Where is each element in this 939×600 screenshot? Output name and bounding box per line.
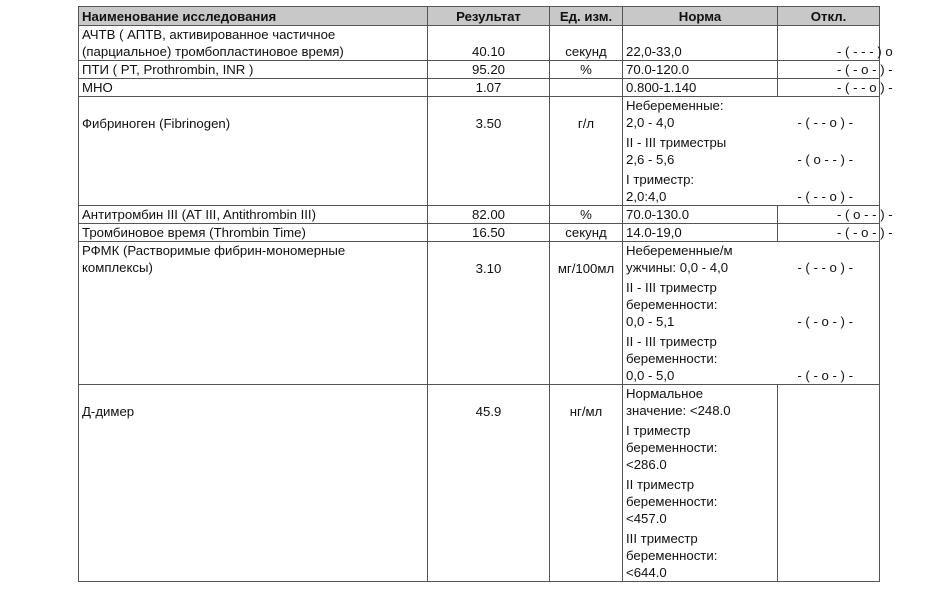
test-unit [550,79,623,97]
norm-label: Небеременные: [626,98,724,113]
test-result: 3.10 [428,242,550,385]
test-name [79,26,428,61]
deviation-indicator: - ( - - - ) o [837,44,893,59]
norm-value: ужчины: 0,0 - 4,0 [626,260,729,275]
test-unit: нг/мл [550,385,623,582]
test-result: 95.20 [428,61,550,79]
deviation-indicator: - ( - o - ) - [797,314,853,329]
norm-value: 22,0-33,0 [626,44,682,59]
norm-value: <457.0 [626,511,667,526]
header-name: Наименование исследования [79,7,428,26]
table-row [79,224,880,242]
test-norm [623,26,778,61]
header-result: Результат [428,7,550,26]
test-norm: 70.0-130.0 [623,206,778,224]
deviation-indicator: - ( - o - ) - [837,62,893,77]
test-name: Фибриноген (Fibrinogen) [79,97,428,206]
test-deviation [778,61,893,79]
table-row [79,61,880,79]
norm-value: <286.0 [626,457,667,472]
test-name: Тромбиновое время (Thrombin Time) [79,224,428,242]
deviation-indicator: - ( - - o ) - [797,189,853,204]
unit-value: секунд [565,44,607,59]
test-result: 82.00 [428,206,550,224]
test-unit: % [550,61,623,79]
norm-label: Нормальное [626,386,704,401]
test-deviation [778,26,893,61]
norm-line [626,367,879,384]
test-result [428,26,550,61]
norm-label: беременности: [626,351,718,366]
deviation-indicator: - ( - o - ) - [797,368,853,383]
table-row [79,97,880,206]
lab-results-table [78,6,893,582]
table-row [79,206,880,224]
norm-value: значение: <248.0 [626,403,731,418]
test-name: Антитромбин III (AT III, Antithrombin III) [79,206,428,224]
deviation-indicator: - ( - - o ) - [797,115,853,130]
test-unit: % [550,206,623,224]
test-deviation [778,206,893,224]
norm-label: беременности: [626,548,718,563]
norm-label: Небеременные/м [626,243,733,258]
norm-value: 0,0 - 5,0 [626,368,675,383]
norm-label: III триместр [626,531,698,546]
norm-value: <644.0 [626,565,667,580]
test-unit: мг/100мл [550,242,623,385]
test-norm: 0.800-1.140 [623,79,778,97]
test-name: МНО [79,79,428,97]
norm-line [626,259,879,276]
test-name [79,242,428,385]
norm-group [623,97,880,206]
deviation-indicator: - ( - - o ) - [837,80,893,95]
norm-group [623,385,778,582]
table-row [79,79,880,97]
norm-label: I триместр: [626,172,695,187]
deviation-indicator: - ( o - - ) - [837,207,893,222]
norm-label: II триместр [626,477,695,492]
test-name: Д-димер [79,385,428,582]
norm-line [626,188,879,205]
test-norm: 70.0-120.0 [623,61,778,79]
norm-label: беременности: [626,440,718,455]
header-row [79,7,880,26]
norm-label: II - III триместр [626,334,717,349]
table-row [79,385,880,582]
test-result: 16.50 [428,224,550,242]
norm-line [626,114,879,131]
test-name-line: АЧТВ ( АПТВ, активированное частичное [82,27,336,42]
deviation-indicator: - ( - - o ) - [797,260,853,275]
norm-value: 2,6 - 5,6 [626,152,675,167]
test-name-line: комплексы) [82,260,153,275]
test-name: ПТИ ( PT, Prothrombin, INR ) [79,61,428,79]
norm-value: 2,0:4,0 [626,189,667,204]
norm-label: I триместр [626,423,691,438]
norm-line [626,151,879,168]
test-unit [550,26,623,61]
header-unit: Ед. изм. [550,7,623,26]
result-value: 40.10 [471,44,505,59]
norm-value: 2,0 - 4,0 [626,115,675,130]
test-deviation [778,385,880,582]
norm-label: беременности: [626,297,718,312]
test-result: 3.50 [428,97,550,206]
norm-group [623,242,880,385]
norm-label: беременности: [626,494,718,509]
header-norm: Норма [623,7,778,26]
norm-value: 0,0 - 5,1 [626,314,675,329]
test-deviation [778,224,893,242]
test-name-line: (парциальное) тромбопластиновое время) [82,44,344,59]
test-deviation [778,79,893,97]
test-result: 45.9 [428,385,550,582]
norm-label: II - III триместр [626,280,717,295]
header-deviation: Откл. [778,7,880,26]
norm-label: II - III триместры [626,135,727,150]
test-unit: г/л [550,97,623,206]
deviation-indicator: - ( - o - ) - [837,225,893,240]
test-name-line: РФМК (Растворимые фибрин-мономерные [82,243,346,258]
table-row [79,242,880,385]
norm-line [626,313,879,330]
table-row [79,26,880,61]
deviation-indicator: - ( o - - ) - [797,152,853,167]
test-result: 1.07 [428,79,550,97]
test-norm: 14.0-19,0 [623,224,778,242]
test-unit: секунд [550,224,623,242]
